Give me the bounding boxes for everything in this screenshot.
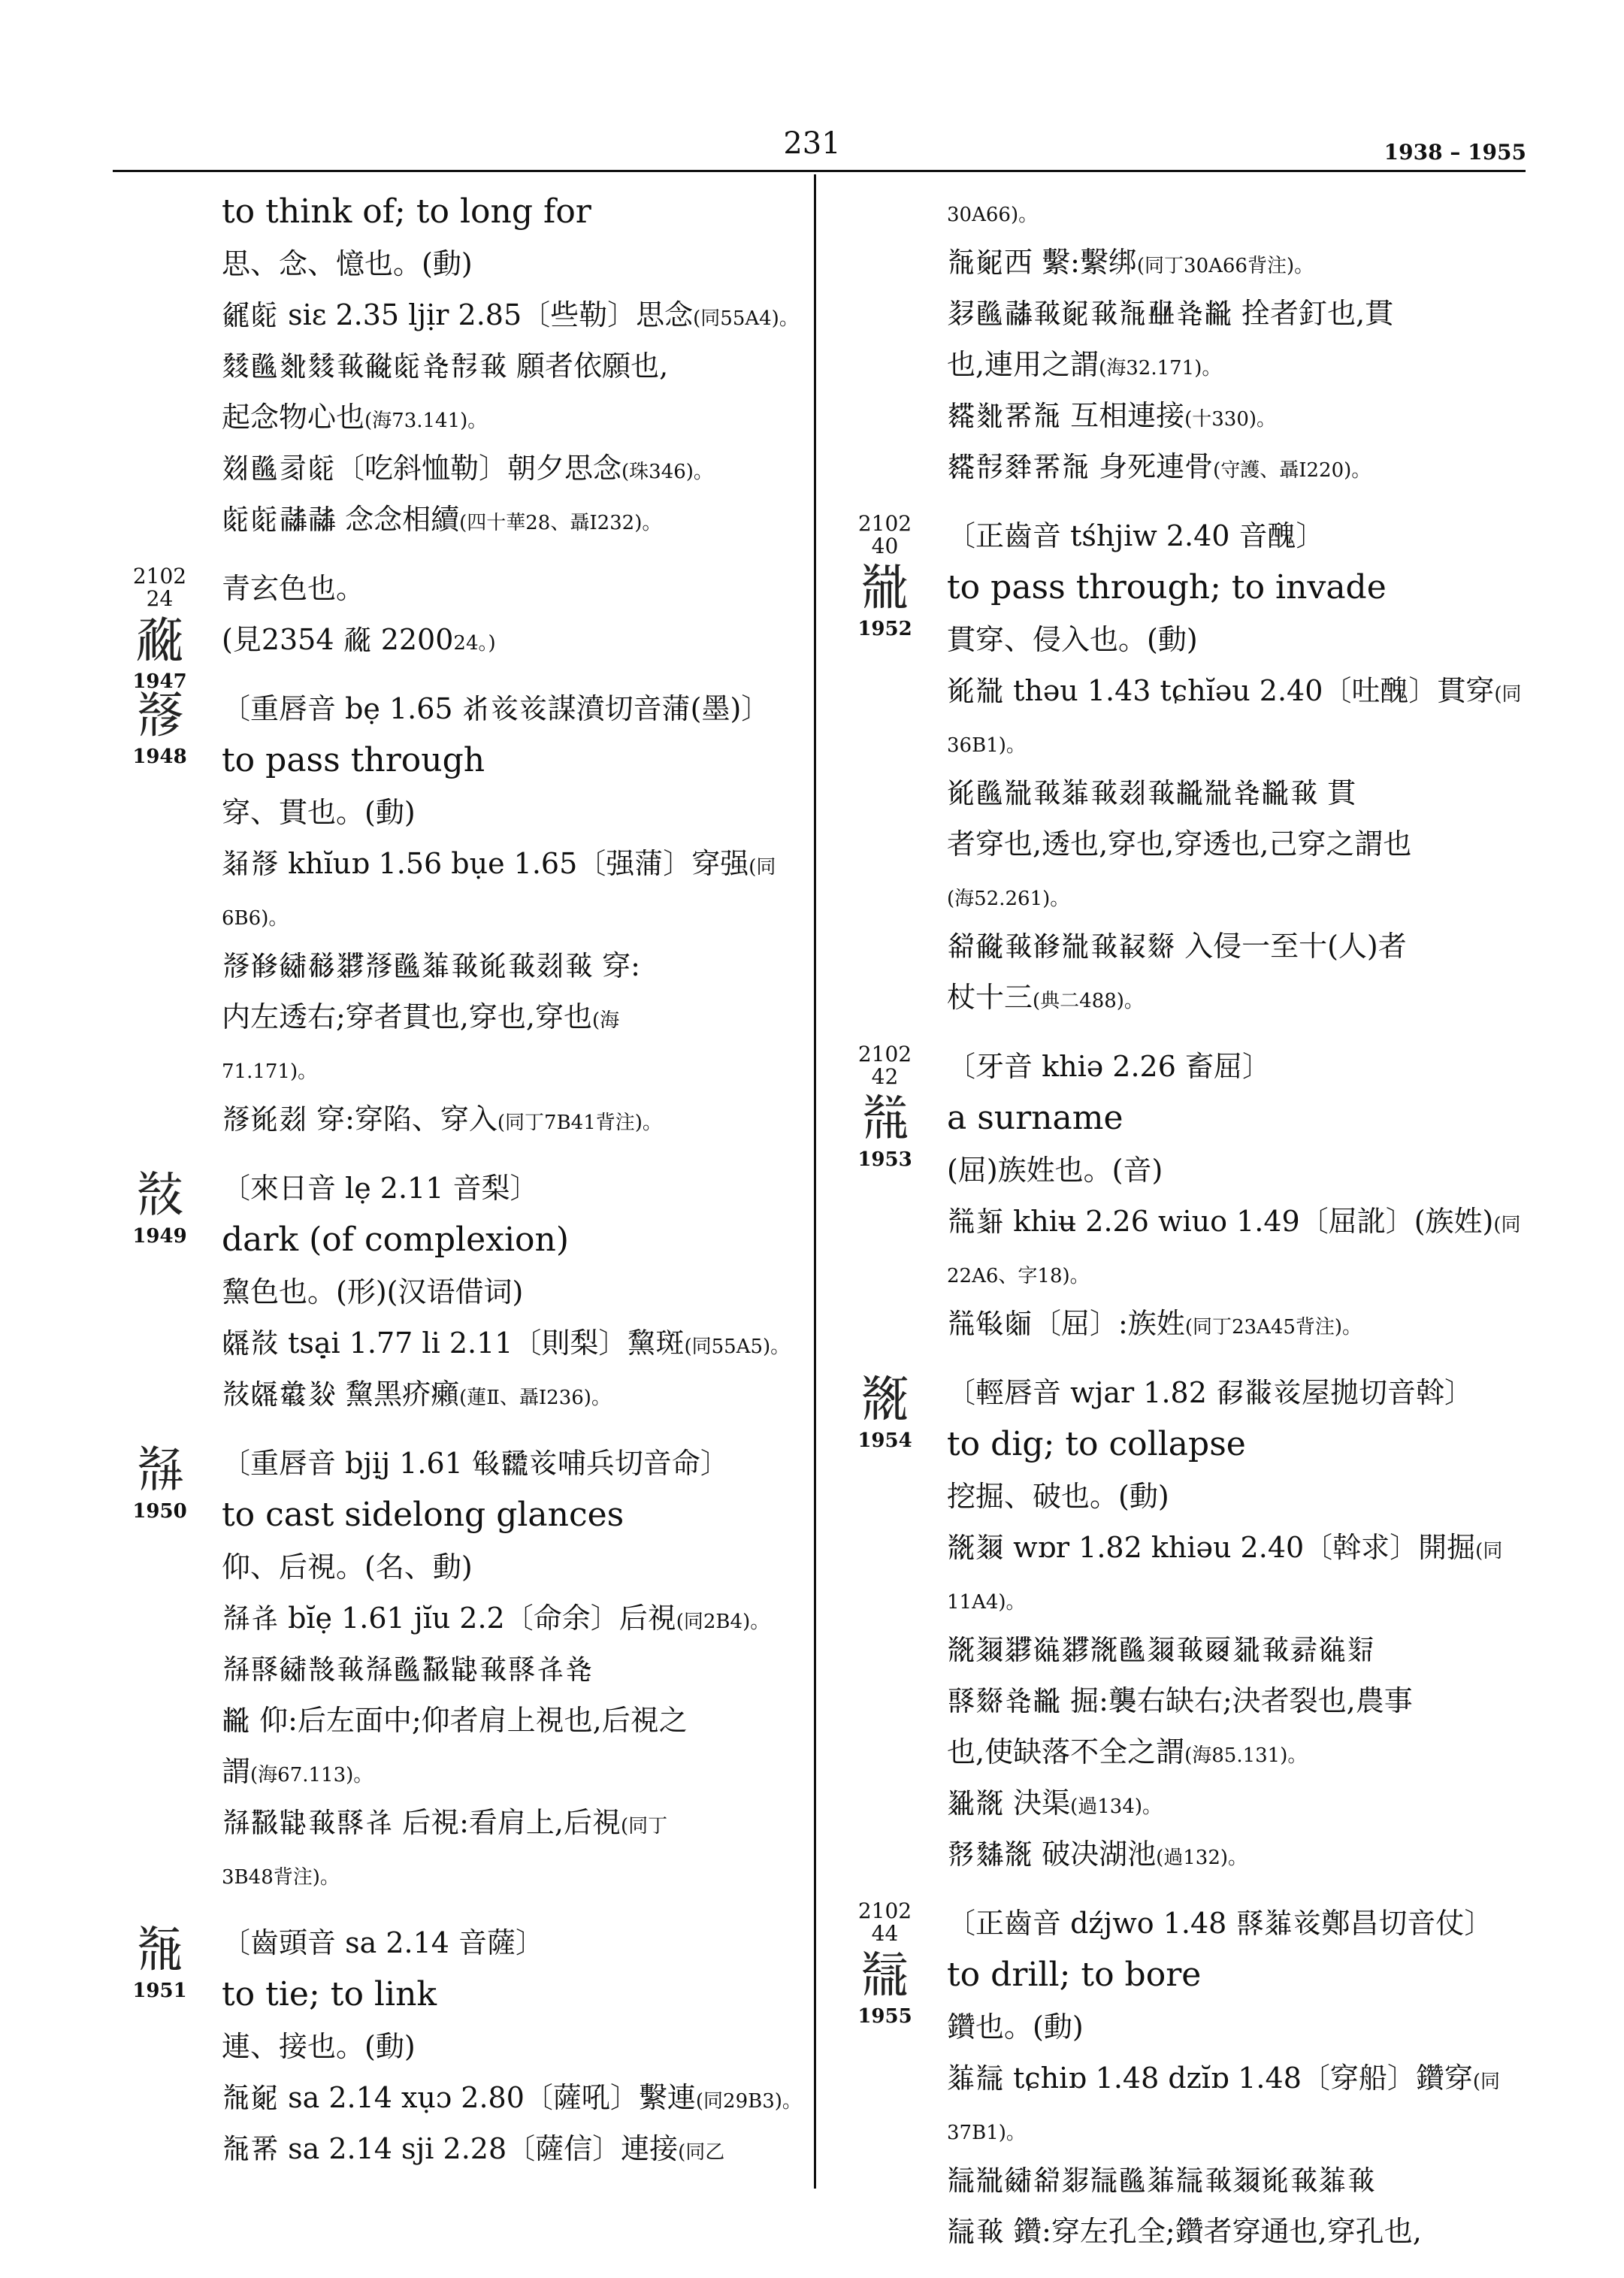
definition-line	[947, 1575, 1529, 1626]
continued-entry	[947, 188, 1529, 495]
definition-line	[222, 1920, 804, 1971]
line-text: 挖掘、破也。(動)	[947, 1480, 1169, 1513]
line-text: 𘃦𘓐𘕃〔屈〕:族姓	[947, 1307, 1185, 1340]
entry-range: 1938 – 1955	[1384, 140, 1526, 165]
entry-number: 1955	[857, 2005, 912, 2028]
line-text: 𘐑𘃧 決渠	[947, 1786, 1071, 1820]
definition-line	[222, 1096, 804, 1147]
line-text: 謂	[222, 1755, 251, 1788]
line-text: 𘊚𘇋𘆄𘕫𘃥𘆄𘗠𘙚 入侵一至十(人)者	[947, 930, 1407, 963]
definition-line	[222, 565, 804, 616]
line-text: 𘃢𘊺𘗀𘏒 黧黑疥癩	[222, 1378, 460, 1411]
line-text: 𘃤𘛣西 繫:繫绑	[947, 246, 1137, 279]
definition-line	[947, 290, 1529, 341]
source-citation: 30A66)。	[947, 204, 1039, 226]
definition-line	[222, 1165, 804, 1216]
entry-gutter	[842, 513, 928, 640]
source-citation: (蓮Ⅱ、聶Ⅰ236)。	[459, 1387, 611, 1409]
header-rule	[113, 170, 1526, 172]
definition-line	[222, 1320, 804, 1371]
source-citation: (海73.141)。	[364, 410, 488, 432]
character-code: 2102	[857, 511, 912, 536]
definition-line	[947, 2106, 1529, 2157]
line-text: 𘚕𘙚𘑗𘋢 掘:襲右缺右;決者裂也,農事	[947, 1684, 1413, 1717]
line-text: 𘃡𘍞𘑞 穿:穿陷、穿入	[222, 1103, 497, 1136]
source-citation: (同丁	[620, 1815, 668, 1838]
definition-line	[947, 616, 1529, 667]
line-text: (屈)族姓也。(音)	[947, 1154, 1163, 1187]
line-text: 𘃨𘆄 鑽:穿左孔全;鑽者穿通也,穿孔也,	[947, 2215, 1422, 2248]
source-citation: (同55A5)。	[684, 1336, 791, 1358]
line-text: to tie; to link	[222, 1975, 437, 2013]
dictionary-entry	[116, 1440, 804, 1901]
source-citation: (海	[591, 1009, 620, 1032]
definition-line	[222, 1371, 804, 1422]
definition-line	[947, 239, 1529, 290]
source-citation: (同	[1494, 683, 1522, 706]
definition-line	[947, 513, 1529, 564]
definition-line	[222, 789, 804, 840]
line-text: 〔來日音 lẹ 2.11 音梨〕	[222, 1172, 539, 1205]
definition-line	[947, 1300, 1529, 1351]
definition-line	[222, 1269, 804, 1320]
line-text: to drill; to bore	[947, 1956, 1202, 1994]
definition-line	[947, 1677, 1529, 1729]
source-citation: (同29B3)。	[695, 2090, 802, 2113]
english-gloss	[222, 1971, 804, 2023]
line-text: to pass through; to invade	[947, 568, 1387, 607]
definition-line	[222, 942, 804, 994]
entry-number: 1948	[132, 746, 187, 768]
source-citation: (同	[1472, 2071, 1501, 2093]
source-citation: (同	[1475, 1540, 1503, 1563]
line-text: 𘃡𘕫𘊊𘇳𘐸𘃡𘘏𘐆𘆄𘍞𘆄𘑞𘆄 穿:	[222, 949, 640, 982]
definition-line	[947, 872, 1529, 923]
headword-character: 𗳇	[135, 611, 185, 669]
line-text: to dig; to collapse	[947, 1425, 1246, 1463]
dictionary-entry	[842, 1900, 1529, 2259]
line-text: to think of; to long for	[222, 192, 591, 231]
dictionary-entry	[116, 1165, 804, 1422]
source-citation: (同乙	[678, 2141, 725, 2164]
line-text: to pass through	[222, 741, 485, 779]
line-text: 〔正齒音 tśhjiw 2.40 音醜〕	[947, 519, 1325, 552]
definition-line	[947, 1729, 1529, 1780]
definition-line	[947, 923, 1529, 974]
column-divider	[814, 174, 816, 2189]
definition-line	[222, 1799, 804, 1850]
entry-number: 1953	[857, 1148, 912, 1171]
entry-gutter	[116, 1920, 203, 2002]
line-text: 𘋢 仰:后左面中;仰者肩上視也,后視之	[222, 1704, 688, 1737]
source-citation: (守護、聶Ⅰ220)。	[1213, 459, 1371, 482]
line-text: 𘊺𘃢 tsạ̣i 1.77 li 2.11〔則梨〕黧斑	[222, 1327, 685, 1360]
line-text: 𘐆𘃨 tɕhiɒ 1.48 dzĭɒ 1.48〔穿船〕鑽穿	[947, 2062, 1473, 2095]
line-text: 𘃨𘃥𘊊𘊚𘎲𘃨𘘏𘐆𘃨𘆄𘐁𘍞𘆄𘐆𘆄	[947, 2164, 1376, 2197]
english-gloss	[947, 564, 1529, 616]
line-text: 𘙌𘘏𘝯𘙌𘆄𘇋𘕂𘑗𘘚𘆄 願者依願也,	[222, 349, 669, 383]
source-citation: (同	[748, 856, 776, 879]
source-citation: 24。)	[453, 632, 496, 655]
line-text: 〔重唇音 bẹ 1.65 𘂆𘝞𘝞謀濆切音蒲(墨)〕	[222, 692, 770, 725]
definition-line	[947, 770, 1529, 821]
entry-gutter	[842, 1900, 928, 2028]
line-text: 貫穿、侵入也。(動)	[947, 623, 1198, 656]
definition-line	[222, 445, 804, 496]
line-text: 𘍞𘃥 thəu 1.43 tɕhĭəu 2.40〔吐醜〕貫穿	[947, 674, 1495, 707]
headword-character: 𘃦	[860, 1089, 910, 1147]
line-text: 也,連用之謂	[947, 348, 1099, 381]
source-citation: 11A4)。	[947, 1591, 1026, 1614]
line-text: 𘃤𘛣 sa 2.14 xụɔ 2.80〔薩吼〕繫連	[222, 2081, 696, 2114]
definition-line	[222, 891, 804, 942]
english-gloss	[222, 188, 804, 241]
line-text: 𘃣𘗐 bĭẹ 1.61 jĭu 2.2〔命余〕后視	[222, 1602, 676, 1635]
definition-line	[222, 1748, 804, 1799]
definition-line	[947, 1780, 1529, 1831]
definition-line	[222, 685, 804, 737]
english-gloss	[947, 1094, 1529, 1147]
definition-line	[222, 1440, 804, 1491]
character-code-sub: 44	[871, 1921, 899, 1946]
line-text: 〔正齒音 dźjwo 1.48 𘚕𘐆𘝞鄭昌切音仗〕	[947, 1907, 1493, 1940]
line-text: 𘃣𘜷𘚲𘆄𘚕𘗐 后視:看肩上,后視	[222, 1806, 621, 1839]
right-column	[842, 188, 1529, 2259]
source-citation: (海85.131)。	[1184, 1744, 1308, 1767]
line-text: 也,使缺落不全之謂	[947, 1735, 1185, 1768]
english-gloss	[222, 1491, 804, 1544]
definition-line	[947, 2157, 1529, 2208]
source-citation: 71.171)。	[222, 1060, 318, 1083]
entry-number: 1954	[857, 1429, 912, 1452]
line-text: 〔輕唇音 wjar 1.82 𘒣𘗚𘝞屋拋切音斡〕	[947, 1376, 1473, 1409]
line-text: 𘊍𘕂 siɛ 2.35 ljịr 2.85〔些勒〕思念	[222, 298, 694, 331]
source-citation: 37B1)。	[947, 2122, 1026, 2144]
line-text: a surname	[947, 1099, 1123, 1137]
line-text: 𘃧𘐁𘐸𘌽𘐸𘃧𘘏𘐁𘆄𘟗𘏸𘆄𘝵𘌽𘛞	[947, 1633, 1376, 1666]
source-citation: (同55A4)。	[693, 307, 799, 330]
line-text: 𘕂𘕂𘗨𘗨 念念相續	[222, 503, 460, 536]
definition-line	[947, 1626, 1529, 1677]
definition-line	[947, 1831, 1529, 1882]
definition-line	[222, 2125, 804, 2177]
source-citation: (珠346)。	[621, 461, 713, 483]
line-text: 𘎪𘘏𘗨𘆄𘛣𘆄𘃤𘆍𘑗𘋢 拴者釘也,貫	[947, 297, 1394, 330]
dictionary-entry	[116, 685, 804, 1147]
source-citation: (過132)。	[1156, 1847, 1248, 1869]
line-text: 穿、貫也。(動)	[222, 796, 416, 829]
source-citation: 6B6)。	[222, 907, 289, 930]
source-citation: (同丁23A45背注)。	[1184, 1316, 1362, 1339]
definition-line	[222, 343, 804, 394]
entry-gutter	[842, 1043, 928, 1171]
definition-line	[222, 994, 804, 1045]
definition-line	[222, 1045, 804, 1096]
entry-number: 1951	[132, 1980, 187, 2002]
line-text: 連、接也。(動)	[222, 2030, 416, 2063]
definition-line	[947, 2055, 1529, 2106]
line-text: 内左透右;穿者貫也,穿也,穿也	[222, 1000, 592, 1033]
dictionary-entry	[842, 1369, 1529, 1882]
line-text: 起念物心也	[222, 401, 365, 434]
line-text: 𘜑𘙈𘃧 破决湖池	[947, 1838, 1157, 1871]
definition-line	[947, 341, 1529, 392]
definition-line	[222, 241, 804, 292]
line-text: 𘏜𘃡 khĭuɒ 1.56 bụe 1.65〔强蒲〕穿强	[222, 847, 749, 880]
entry-number: 1947	[132, 670, 187, 693]
definition-line	[947, 667, 1529, 718]
line-text: 𘋎𘝯𘞐𘃤 互相連接	[947, 399, 1185, 432]
line-text: 黧色也。(形)(汉语借词)	[222, 1275, 524, 1308]
definition-line	[222, 1697, 804, 1748]
character-code: 2102	[132, 564, 187, 588]
definition-line	[947, 443, 1529, 495]
line-text: 𘃦𘛇 khiʉ 2.26 wiuo 1.49〔屈訛〕(族姓)	[947, 1205, 1494, 1238]
line-text: 〔牙音 khiə 2.26 畜屈〕	[947, 1050, 1271, 1083]
definition-line	[947, 1524, 1529, 1575]
entry-number: 1950	[132, 1500, 187, 1523]
headword-character: 𘃥	[860, 558, 910, 616]
line-text: 〔重唇音 bjịj 1.61 𘓐𘔉𘝞哺兵切音命〕	[222, 1447, 729, 1480]
source-citation: (同丁7B41背注)。	[497, 1112, 662, 1134]
line-text: 𘃧𘐁 wɒr 1.82 khiəu 2.40〔斡求〕開掘	[947, 1531, 1476, 1564]
dictionary-entry	[842, 513, 1529, 1025]
character-code-sub: 40	[871, 534, 899, 558]
line-text: 鑽也。(動)	[947, 2010, 1084, 2044]
line-text: 思、念、憶也。(動)	[222, 247, 473, 280]
character-code-sub: 42	[871, 1064, 899, 1089]
character-code: 2102	[857, 1898, 912, 1923]
definition-line	[222, 2074, 804, 2125]
line-text: 青玄色也。	[222, 572, 365, 605]
definition-line	[947, 2208, 1529, 2259]
entry-number: 1952	[857, 618, 912, 640]
source-citation: (同	[1493, 1214, 1521, 1236]
definition-line	[222, 2023, 804, 2074]
continued-entry	[222, 188, 804, 547]
line-text: 𘍞𘘏𘃥𘆄𘐆𘆄𘑞𘆄𘋢𘃥𘑗𘋢𘆄 貫	[947, 776, 1356, 809]
definition-line	[222, 616, 804, 667]
definition-line	[947, 2004, 1529, 2055]
source-citation: (海67.113)。	[250, 1764, 373, 1786]
definition-line	[222, 1646, 804, 1697]
english-gloss	[947, 1951, 1529, 2004]
definition-line	[947, 188, 1529, 239]
line-text: 者穿也,透也,穿也,穿透也,己穿之謂也	[947, 827, 1412, 861]
entry-gutter	[116, 1165, 203, 1248]
line-text: (見2354 𗳇 2200	[222, 623, 454, 656]
definition-line	[222, 496, 804, 547]
entry-gutter	[116, 1440, 203, 1523]
headword-character: 𘃤	[135, 1920, 185, 1978]
headword-character: 𘃣	[135, 1441, 185, 1499]
source-citation: 22A6、字18)。	[947, 1265, 1090, 1287]
line-text: to cast sidelong glances	[222, 1496, 624, 1534]
definition-line	[947, 1198, 1529, 1249]
headword-character: 𘃡	[135, 686, 185, 744]
headword-character: 𘃢	[135, 1166, 185, 1224]
source-citation: (同丁30A66背注)。	[1136, 255, 1314, 277]
line-text: dark (of complexion)	[222, 1221, 570, 1259]
entry-gutter	[842, 1369, 928, 1452]
line-text: 杖十三	[947, 981, 1033, 1014]
definition-line	[947, 1249, 1529, 1300]
line-text: 𘃤𘞐 sa 2.14 sji 2.28〔薩信〕連接	[222, 2132, 679, 2165]
definition-line	[947, 718, 1529, 770]
english-gloss	[222, 1216, 804, 1269]
english-gloss	[222, 737, 804, 789]
character-code: 2102	[857, 1042, 912, 1066]
entry-number: 1949	[132, 1225, 187, 1248]
definition-line	[222, 292, 804, 343]
definition-line	[947, 821, 1529, 872]
line-text: 𘃣𘚕𘊊𘕕𘆄𘃣𘘏𘜷𘚲𘆄𘚕𘗐𘑗	[222, 1653, 594, 1686]
headword-character: 𘃧	[860, 1370, 910, 1428]
english-gloss	[947, 1420, 1529, 1473]
definition-line	[222, 1544, 804, 1595]
left-column	[116, 188, 804, 2177]
source-citation: (四十華28、聶Ⅰ232)。	[459, 512, 662, 534]
definition-line	[947, 1147, 1529, 1198]
definition-line	[947, 1900, 1529, 1951]
definition-line	[222, 1850, 804, 1901]
definition-line	[222, 840, 804, 891]
headword-character: 𘃨	[860, 1946, 910, 2004]
source-citation: (同2B4)。	[676, 1611, 770, 1633]
source-citation: (海32.171)。	[1099, 357, 1222, 380]
entry-gutter	[116, 685, 203, 768]
source-citation: (典二488)。	[1033, 990, 1144, 1012]
character-code-sub: 24	[146, 586, 174, 611]
definition-line	[947, 392, 1529, 443]
definition-line	[947, 1369, 1529, 1420]
definition-line	[947, 1473, 1529, 1524]
page-number: 231	[783, 126, 841, 161]
dictionary-entry	[842, 1043, 1529, 1351]
definition-line	[222, 394, 804, 445]
line-text: 〔齒頭音 sa 2.14 音薩〕	[222, 1926, 545, 1959]
definition-line	[947, 974, 1529, 1025]
line-text: 仰、后視。(名、動)	[222, 1550, 473, 1584]
source-citation: 36B1)。	[947, 734, 1026, 757]
entry-gutter	[116, 565, 203, 693]
source-citation: (過134)。	[1070, 1795, 1163, 1818]
dictionary-entry	[116, 1920, 804, 2177]
dictionary-entry	[116, 564, 804, 693]
line-text: 𘋎𘘚𘔘𘞐𘃤 身死連骨	[947, 450, 1214, 483]
source-citation: 3B48背注)。	[222, 1866, 340, 1889]
definition-line	[947, 1043, 1529, 1094]
source-citation: (十330)。	[1184, 408, 1277, 431]
line-text: 𘋨𘘏𘛽𘕂〔吃斜恤勒〕朝夕思念	[222, 452, 622, 485]
definition-line	[222, 1595, 804, 1646]
source-citation: (海52.261)。	[947, 888, 1070, 910]
